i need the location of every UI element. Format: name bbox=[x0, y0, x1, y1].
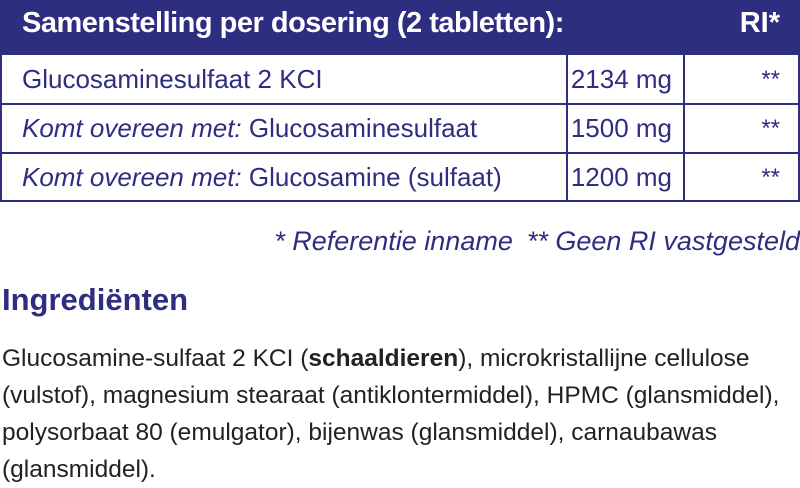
allergen-highlight: schaaldieren bbox=[308, 345, 459, 372]
row-divider bbox=[0, 152, 800, 154]
nutrition-table bbox=[0, 0, 800, 202]
table-header-ri: RI* bbox=[739, 7, 780, 39]
table-bottom-border bbox=[0, 200, 800, 202]
footnote-reference: * Referentie inname bbox=[274, 226, 513, 256]
ingredient-amount: 1200 mg bbox=[570, 162, 672, 192]
ingredient-name-cell bbox=[0, 104, 567, 153]
table-row bbox=[0, 55, 800, 104]
ingredient-name-cell bbox=[0, 55, 567, 104]
column-divider bbox=[566, 55, 568, 202]
table-body bbox=[0, 55, 800, 202]
row-divider bbox=[0, 103, 800, 105]
ingredient-ri: ** bbox=[761, 164, 780, 191]
ingredient-amount: 2134 mg bbox=[570, 64, 672, 94]
ingredient-name-cell bbox=[0, 153, 567, 202]
ingredient-name: Glucosaminesulfaat bbox=[241, 113, 478, 143]
ingredients-text bbox=[2, 340, 798, 488]
column-divider bbox=[683, 55, 685, 202]
table-row bbox=[0, 153, 800, 202]
ingredients-title: Ingrediënten bbox=[2, 282, 189, 317]
table-footnote bbox=[274, 226, 800, 257]
ingredients-text-end: ), microkristallijne cellulose (vulstof), magnesium stearaat (antiklontermiddel), HPMC (glansmiddel), polysorbaat 80 (emulgator), bijenwas (glansmiddel), carnaubawas (glansmiddel). bbox=[2, 345, 780, 483]
table-header-title: Samenstelling per dosering (2 tabletten): bbox=[22, 7, 564, 39]
ingredient-amount: 1500 mg bbox=[570, 113, 672, 143]
ingredient-prefix: Komt overeen met: bbox=[22, 113, 242, 143]
ingredient-ri: ** bbox=[761, 115, 780, 142]
table-header bbox=[0, 0, 800, 55]
ingredient-ri: ** bbox=[761, 66, 780, 93]
ingredient-prefix: Komt overeen met: bbox=[22, 162, 242, 192]
ingredient-name: Glucosaminesulfaat 2 KCI bbox=[22, 64, 323, 94]
ingredient-name: Glucosamine (sulfaat) bbox=[241, 162, 502, 192]
ingredients-text-start: Glucosamine-sulfaat 2 KCI ( bbox=[2, 345, 309, 372]
table-left-border bbox=[0, 55, 2, 202]
footnote-no-ri: ** Geen RI vastgesteld bbox=[526, 226, 800, 256]
table-row bbox=[0, 104, 800, 153]
